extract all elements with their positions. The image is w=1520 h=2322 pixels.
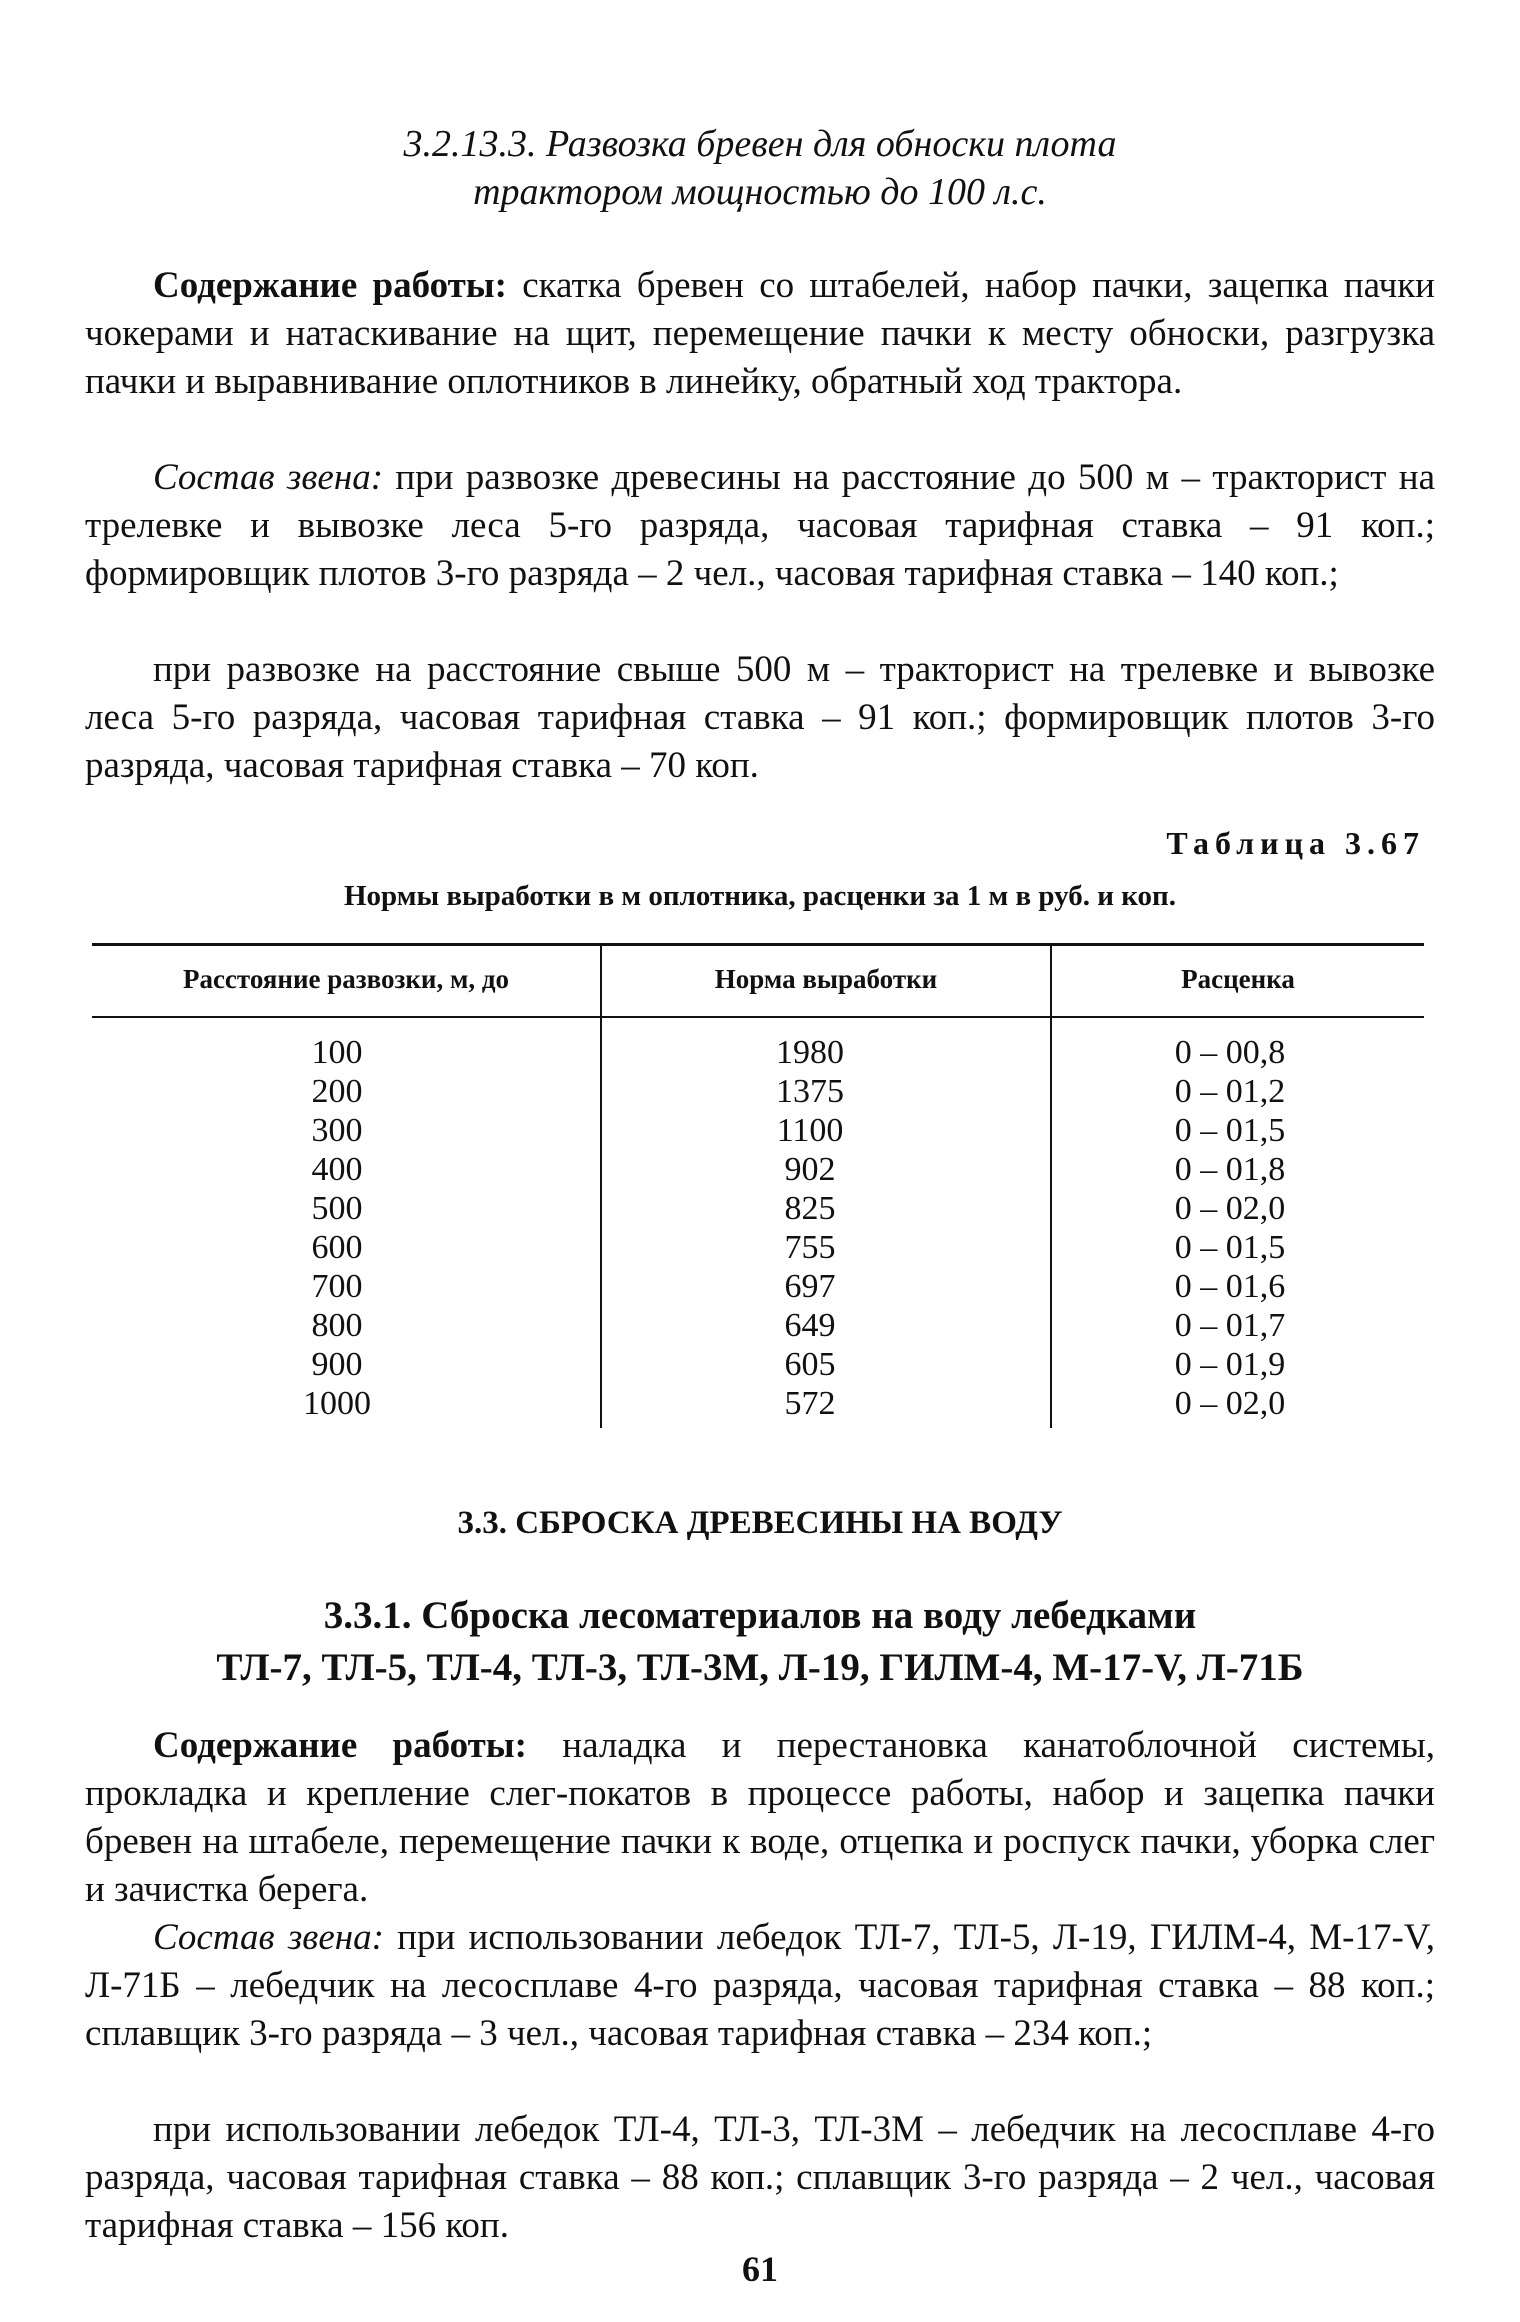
crew-text: при развозке древесины на расстояние до 500 м – тракторист на трелевке и вывозке леса 5-го разряда, часовая тарифная ставка – 91 коп.; формировщик плотов 3-го разряда – 2 чел., часовая тарифная ставка – 140 коп.; [85,457,1435,594]
table-cell: 0 – 01,7 [1174,1307,1286,1344]
table-cell: 649 [784,1307,836,1344]
work-content-paragraph-2 [85,1722,1435,1914]
work-content-label: Содержание работы: [153,265,507,306]
table-header-rate: Расценка [1181,964,1295,994]
table-column-rate [1080,1033,1380,1423]
table-cell: 0 – 00,8 [1174,1034,1286,1071]
table-caption: Нормы выработки в м оплотника, расценки за 1 м в руб. и коп. [343,880,1177,912]
table-header-rule [92,1016,1424,1018]
work-content-text: скатка бревен со штабелей, набор пачки, зацепка пачки чокерами и натаскивание на щит, перемещение пачки к месту обноски, разгрузка пачки и выравнивание оплотников в линейку, обратный ход трактора. [85,265,1435,402]
table-cell: 300 [311,1112,363,1149]
section-heading-line-1: 3.2.13.3. Развозка бревен для обноски плота [403,123,1117,165]
table-cell: 697 [784,1268,836,1305]
table-cell: 1375 [776,1073,844,1110]
table-cell: 572 [784,1385,836,1422]
table-column-distance [92,1033,582,1423]
crew-paragraph-2: при развозке на расстояние свыше 500 м – тракторист на трелевке и вывозке леса 5-го разряда, часовая тарифная ставка – 91 коп.; формировщик плотов 3-го разряда, часовая тарифная ставка – 70 коп. [85,649,1435,786]
table-column-divider-2 [1050,943,1052,1428]
crew-label: Состав звена: [153,457,384,498]
table-number: Таблица 3.67 [1166,825,1425,861]
table-cell: 825 [784,1190,836,1227]
table-cell: 1100 [776,1112,844,1149]
table-cell: 800 [311,1307,363,1344]
table-cell: 600 [311,1229,363,1266]
table-cell: 0 – 01,8 [1174,1151,1286,1188]
table-cell: 0 – 02,0 [1174,1190,1286,1227]
table-cell: 1000 [303,1385,371,1422]
work-content-label-2: Содержание работы: [153,1725,528,1766]
table-cell: 0 – 01,5 [1174,1229,1286,1266]
table-cell: 500 [311,1190,363,1227]
subsection-title-line-2: ТЛ-7, ТЛ-5, ТЛ-4, ТЛ-3, ТЛ-3М, Л-19, ГИЛМ-4, М-17-V, Л-71Б [216,1646,1304,1689]
chapter-section-title: 3.3. СБРОСКА ДРЕВЕСИНЫ НА ВОДУ [457,1505,1063,1541]
table-cell: 605 [784,1346,836,1383]
table-cell: 700 [311,1268,363,1305]
table-cell: 0 – 01,9 [1174,1346,1286,1383]
table-cell: 400 [311,1151,363,1188]
table-cell: 0 – 02,0 [1174,1385,1286,1422]
table-cell: 0 – 01,6 [1174,1268,1286,1305]
table-cell: 0 – 01,5 [1174,1112,1286,1149]
page-number: 61 [742,2249,778,2289]
subsection-title [0,1590,1520,1694]
table-cell: 900 [311,1346,363,1383]
table-cell: 1980 [776,1034,844,1071]
section-heading-line-2: трактором мощностью до 100 л.с. [473,171,1047,213]
crew-paragraph-4: при использовании лебедок ТЛ-4, ТЛ-3, ТЛ-3М – лебедчик на лесосплаве 4-го разряда, часовая тарифная ставка – 88 коп.; сплавщик 3-го разряда – 2 чел., часовая тарифная ставка – 156 коп. [85,2109,1435,2246]
table-cell: 0 – 01,2 [1174,1073,1286,1110]
subsection-title-line-1: 3.3.1. Сброска лесоматериалов на воду лебедками [323,1594,1197,1637]
work-content-text-2: наладка и перестановка канатоблочной системы, прокладка и крепление слег-покатов в процессе работы, набор и зацепка пачки бревен на штабеле, перемещение пачки к воде, отцепка и роспуск пачки, уборка слег и зачистка берега. [85,1725,1435,1910]
table-cell: 902 [784,1151,836,1188]
table-cell: 755 [784,1229,836,1266]
crew-paragraph-3 [85,1914,1435,2058]
crew-text-3: при использовании лебедок ТЛ-7, ТЛ-5, Л-19, ГИЛМ-4, М-17-V, Л-71Б – лебедчик на лесосплаве 4-го разряда, часовая тарифная ставка – 88 коп.; сплавщик 3-го разряда – 3 чел., часовая тарифная ставка – 234 коп.; [85,1917,1435,2054]
crew-label-2: Состав звена: [153,1917,384,1958]
table-header-norm: Норма выработки [714,964,938,994]
table-cell: 100 [311,1034,363,1071]
table-column-norm [602,1033,1018,1423]
table-header-distance: Расстояние развозки, м, до [182,964,510,994]
table-top-rule [92,943,1424,946]
work-content-paragraph [85,262,1435,406]
table-cell: 200 [311,1073,363,1110]
crew-paragraph [85,454,1435,598]
